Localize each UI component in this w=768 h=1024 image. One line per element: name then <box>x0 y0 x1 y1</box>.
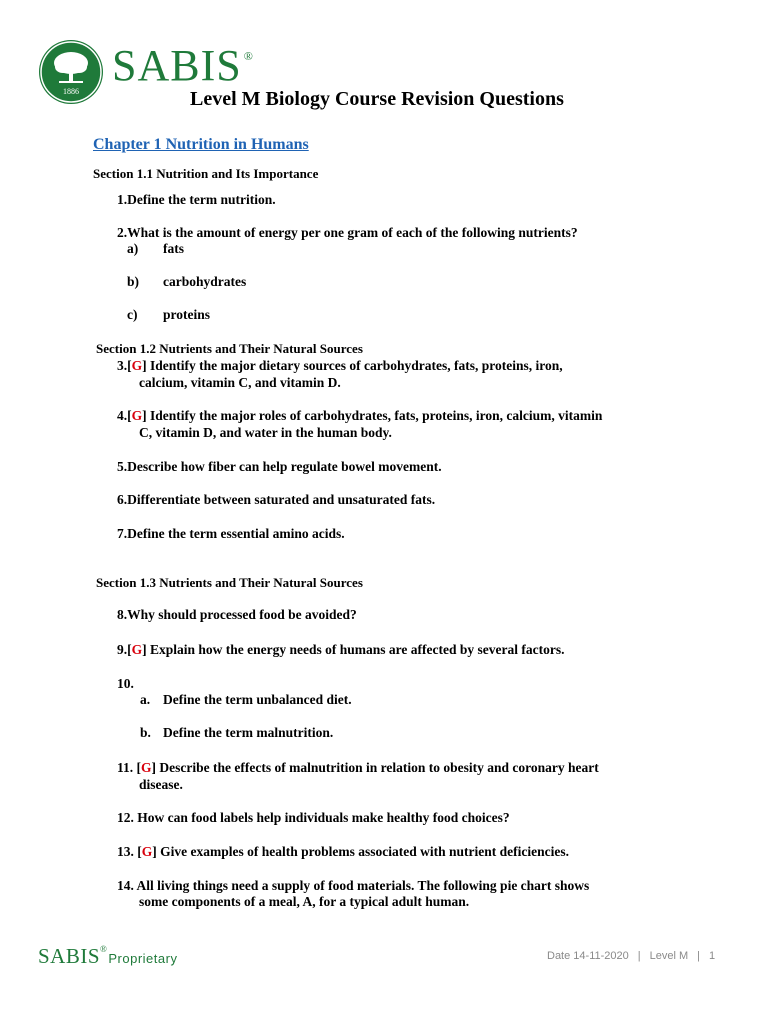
question-7: 7.Define the term essential amino acids. <box>117 526 345 541</box>
question-11: 11. [G] Describe the effects of malnutrition in relation to obesity and coronary heart <box>117 760 599 775</box>
footer-level: Level M <box>649 950 689 962</box>
question-2-option-text: carbohydrates <box>163 274 247 289</box>
question-6: 6.Differentiate between saturated and unsaturated fats. <box>117 492 436 507</box>
question-10: 10. <box>117 676 134 691</box>
question-2-option-text: proteins <box>163 307 211 322</box>
logo-year: 1886 <box>63 87 79 96</box>
question-2-option-label: a) <box>127 241 139 256</box>
footer-proprietary: Proprietary <box>108 951 178 966</box>
g-tag: G <box>141 760 152 775</box>
question-2-option-text: fats <box>163 241 184 256</box>
g-tag: G <box>131 408 143 423</box>
question-1: 1.Define the term nutrition. <box>117 192 276 207</box>
question-4-continued: C, vitamin D, and water in the human body. <box>139 425 392 440</box>
g-tag: G <box>131 358 143 373</box>
question-10-option-text: Define the term malnutrition. <box>163 725 334 740</box>
question-5: 5.Describe how fiber can help regulate bowel movement. <box>117 459 442 474</box>
question-2-option-label: c) <box>127 307 138 322</box>
footer-brand: SABIS®Proprietary <box>38 944 178 968</box>
section-heading-1-3: Section 1.3 Nutrients and Their Natural Sources <box>96 575 363 590</box>
section-heading-1-1: Section 1.1 Nutrition and Its Importance <box>93 166 319 181</box>
question-10-option-label: b. <box>140 725 151 740</box>
question-14-continued: some components of a meal, A, for a typical adult human. <box>139 894 470 909</box>
question-3: 3.[G] Identify the major dietary sources of carbohydrates, fats, proteins, iron, <box>117 358 563 373</box>
question-8: 8.Why should processed food be avoided? <box>117 607 357 622</box>
footer-date: Date 14-11-2020 <box>547 950 629 962</box>
footer-meta: Date 14-11-2020 | Level M | 1 <box>547 950 716 962</box>
g-tag: G <box>141 844 153 859</box>
question-4: 4.[G] Identify the major roles of carbohydrates, fats, proteins, iron, calcium, vitamin <box>117 408 603 423</box>
sabis-logo-text: SABIS ® <box>112 41 254 90</box>
document-title: Level M Biology Course Revision Questions <box>190 88 564 110</box>
tree-icon <box>39 40 103 104</box>
question-9: 9.[G] Explain how the energy needs of humans are affected by several factors. <box>117 642 565 657</box>
question-10-option-text: Define the term unbalanced diet. <box>163 692 352 707</box>
page-number: 1 <box>709 950 716 962</box>
question-2-option-label: b) <box>127 274 140 289</box>
section-heading-1-2: Section 1.2 Nutrients and Their Natural Sources <box>96 341 363 356</box>
question-10-option-label: a. <box>140 692 151 707</box>
g-tag: G <box>131 642 143 657</box>
question-11-continued: disease. <box>139 777 183 792</box>
question-2: 2.What is the amount of energy per one gram of each of the following nutrients? <box>117 225 578 240</box>
question-12: 12. How can food labels help individuals make healthy food choices? <box>117 810 510 825</box>
question-14: 14. All living things need a supply of food materials. The following pie chart shows <box>117 878 590 893</box>
question-13: 13. [G] Give examples of health problems associated with nutrient deficiencies. <box>117 844 569 859</box>
chapter-heading: Chapter 1 Nutrition in Humans <box>93 136 309 153</box>
sabis-logo-emblem <box>39 40 103 104</box>
question-3-continued: calcium, vitamin C, and vitamin D. <box>139 375 341 390</box>
